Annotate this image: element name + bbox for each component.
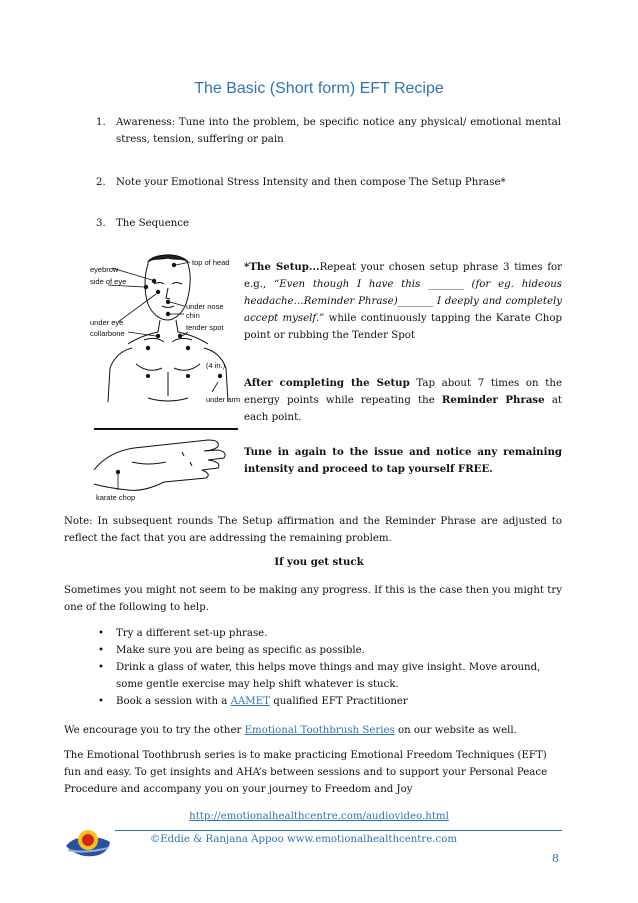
list-item-text: qualified EFT Practitioner bbox=[269, 696, 408, 707]
setup-lead: *The Setup... bbox=[244, 261, 320, 273]
step-text: Awareness: Tune into the problem, be specific notice any physical/ emotional mental stress, tension, suffering or pain bbox=[116, 117, 561, 145]
list-item bbox=[98, 659, 562, 693]
after-setup-tail: at each point. bbox=[244, 395, 562, 423]
step-number: 2. bbox=[96, 177, 106, 188]
label-under-eye: under eye bbox=[90, 318, 124, 327]
after-setup-text: Tap about 7 times on the energy points while repeating the bbox=[244, 378, 562, 406]
label-four-inches: (4 in.) bbox=[206, 361, 226, 370]
setup-phrase-example: “Even though I have this _______ (for eg. hideous headache…Reminder Phrase)_______ I deeply and completely accept myself.” bbox=[244, 279, 562, 324]
stuck-intro: Sometimes you might not seem to be making any progress. If this is the case then you might try one of the following to help. bbox=[64, 585, 562, 613]
label-top-of-head: top of head bbox=[192, 258, 230, 267]
bullet-icon: • bbox=[98, 696, 105, 707]
reminder-phrase-label: Reminder Phrase bbox=[441, 394, 545, 406]
footer-divider bbox=[115, 830, 562, 831]
step-2 bbox=[96, 174, 561, 191]
note-paragraph: Note: In subsequent rounds The Setup affirmation and the Reminder Phrase are adjusted to reflect the fact that you are addressing the remaining problem. bbox=[64, 516, 562, 544]
list-item-text: Book a session with a bbox=[116, 696, 231, 707]
step-number: 3. bbox=[96, 218, 106, 229]
label-chin: chin bbox=[186, 311, 200, 320]
encourage-text: We encourage you to try the other bbox=[64, 725, 245, 736]
label-under-nose: under nose bbox=[186, 302, 224, 311]
stuck-heading: If you get stuck bbox=[274, 556, 364, 568]
step-text: Note your Emotional Stress Intensity and then compose The Setup Phrase* bbox=[116, 177, 506, 188]
list-item bbox=[98, 642, 562, 659]
label-eyebrow: eyebrow bbox=[90, 265, 119, 274]
list-item-text: Drink a glass of water, this helps move things and may give insight. Move around, some gentle exercise may help shift whatever is stuck. bbox=[116, 662, 541, 690]
page-title: The Basic (Short form) EFT Recipe bbox=[194, 80, 444, 97]
setup-tail: while continuously tapping the Karate Chop point or rubbing the Tender Spot bbox=[244, 313, 562, 341]
after-setup-instructions bbox=[244, 375, 562, 426]
list-item bbox=[98, 625, 562, 642]
eft-tapping-points-figure bbox=[88, 252, 240, 507]
label-side-of-eye: side of eye bbox=[90, 277, 127, 286]
list-item-text: Try a different set-up phrase. bbox=[116, 628, 268, 639]
after-setup-lead: After completing the Setup bbox=[244, 377, 410, 389]
setup-instructions bbox=[244, 259, 562, 344]
bullet-icon: • bbox=[98, 628, 105, 639]
step-1 bbox=[96, 114, 561, 148]
help-list bbox=[98, 625, 562, 710]
footer-copyright: ©Eddie & Ranjana Appoo www.emotionalhealthcentre.com bbox=[150, 834, 458, 845]
bullet-icon: • bbox=[98, 645, 105, 656]
step-text: The Sequence bbox=[116, 218, 190, 229]
audio-video-link[interactable]: http://emotionalhealthcentre.com/audiovideo.html bbox=[189, 811, 449, 822]
page-number: 8 bbox=[552, 852, 559, 865]
label-karate-chop: karate chop bbox=[96, 493, 136, 502]
toothbrush-series-link[interactable]: Emotional Toothbrush Series bbox=[244, 725, 395, 736]
aamet-link[interactable]: AAMET bbox=[230, 696, 270, 707]
step-3 bbox=[96, 215, 561, 232]
series-paragraph: The Emotional Toothbrush series is to make practicing Emotional Freedom Techniques (EFT) fun and easy. To get insights and AHA’s between sessions and to support your Personal Peace Procedure and accompany you on your journey to Freedom and Joy bbox=[64, 750, 548, 795]
list-item bbox=[98, 693, 562, 710]
list-item-text: Make sure you are being as specific as possible. bbox=[116, 645, 365, 656]
encourage-text: on our website as well. bbox=[394, 725, 517, 736]
encourage-paragraph bbox=[64, 722, 562, 739]
tune-in-instructions: Tune in again to the issue and notice any remaining intensity and proceed to tap yourself FREE. bbox=[244, 446, 562, 475]
label-under-arm: under arm bbox=[206, 395, 240, 404]
step-number: 1. bbox=[96, 117, 106, 128]
label-tender-spot: tender spot bbox=[186, 323, 224, 332]
label-collarbone: collarbone bbox=[90, 329, 125, 338]
bullet-icon: • bbox=[98, 662, 105, 673]
setup-text: Repeat your chosen setup phrase 3 times for e.g., bbox=[244, 262, 562, 290]
logo-icon bbox=[64, 824, 114, 860]
